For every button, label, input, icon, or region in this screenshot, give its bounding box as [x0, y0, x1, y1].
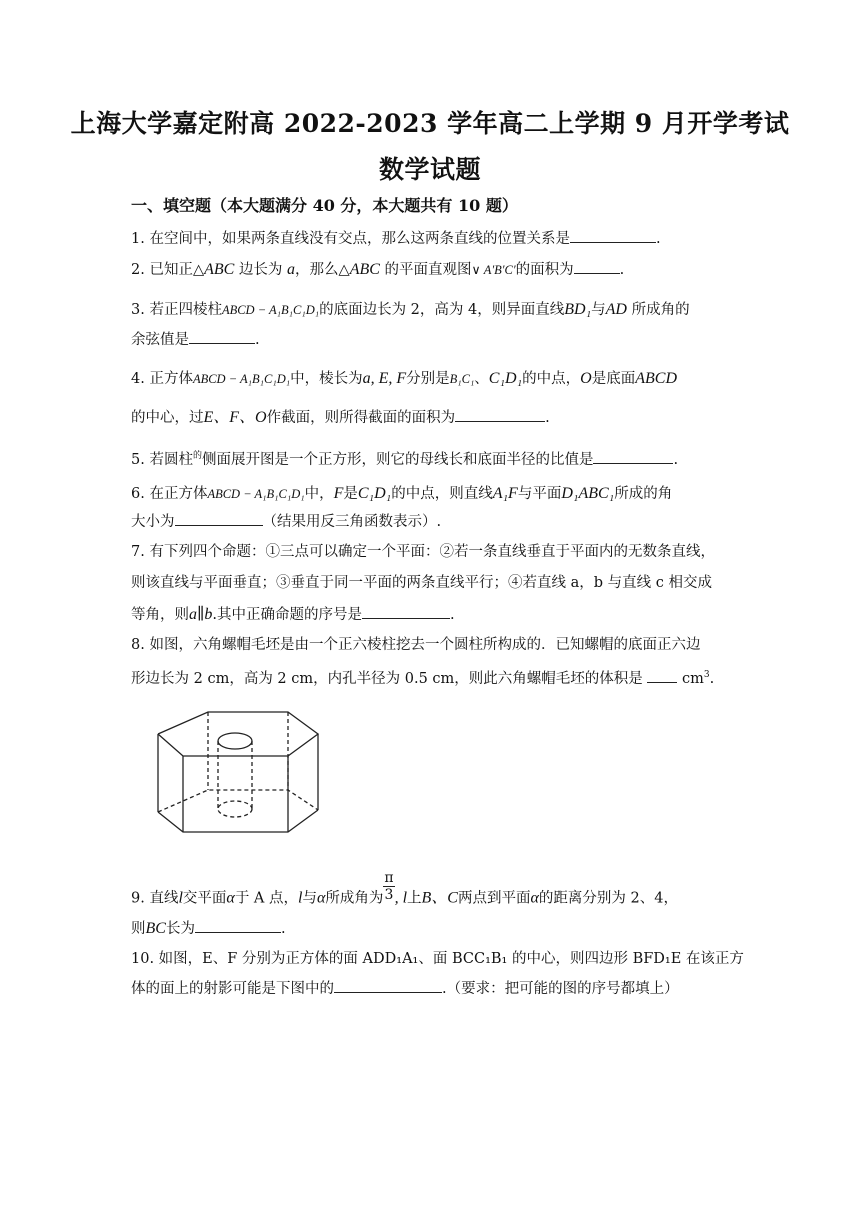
math-alpha: α: [316, 889, 326, 907]
math-efo: E、F、O: [203, 409, 267, 426]
hex-bottom-visible: [158, 810, 318, 832]
q-end: .: [255, 332, 260, 348]
math-l: , l: [394, 889, 408, 907]
math-c1d1: C₁D₁: [357, 485, 392, 502]
q-text: 如图，六角螺帽毛坯是由一个正六棱柱挖去一个圆柱所构成的．已知螺帽的底面正六边: [149, 637, 701, 653]
question-6: [131, 479, 731, 509]
cylinder-hidden: [218, 741, 252, 817]
q-text: 等角，则: [131, 607, 189, 623]
question-4: [131, 364, 731, 394]
hex-hidden-edges: [158, 712, 318, 812]
q-number: 8.: [131, 637, 145, 653]
question-7-line2: [131, 568, 731, 598]
q-text: 与: [302, 890, 317, 907]
q-text: 若圆柱: [149, 451, 193, 468]
q-unit: cm: [682, 670, 704, 687]
question-8: [131, 630, 731, 660]
q-text: 直线: [149, 890, 179, 907]
math-prism: ABCD − A₁B₁C₁D₁: [221, 303, 320, 317]
math-triangle-prime: ∨ A′B′C′: [471, 263, 516, 277]
q-text: .其中正确命题的序号是: [212, 607, 362, 623]
q-text: 已知正△: [149, 262, 205, 278]
q-end: .: [545, 410, 550, 426]
q-text: 分别是: [406, 371, 450, 387]
q-number: 4.: [131, 371, 145, 387]
question-7: [131, 537, 731, 567]
q-end: .: [450, 607, 455, 623]
question-3: [131, 295, 731, 325]
math-l: l: [178, 889, 183, 907]
q-number: 10.: [131, 951, 155, 967]
q-text: 大小为: [131, 514, 175, 530]
q-text: 在正方体: [149, 486, 208, 502]
q-number: 9.: [131, 890, 145, 907]
q-end: .: [280, 921, 286, 937]
q-number: 3.: [131, 302, 145, 318]
q-text: .（要求：把可能的图的序号都填上）: [442, 981, 679, 997]
question-1: [131, 224, 731, 254]
q-end: .: [673, 451, 679, 468]
math-bc: BC: [145, 920, 166, 937]
answer-blank: [195, 916, 281, 933]
math-cube: ABCD − A₁B₁C₁D₁: [192, 372, 291, 386]
frac-numerator: π: [384, 870, 394, 886]
q-text: （结果用反三角函数表示）.: [262, 514, 442, 530]
q-text: 侧面展开图是一个正方形，则它的母线长和底面半径的比值是: [201, 451, 594, 468]
q-text: 所成的角: [614, 486, 673, 502]
math-b1c1: B₁C₁: [449, 372, 475, 386]
math-fraction: [383, 870, 394, 903]
question-5: [131, 441, 731, 475]
q-text: 与平面: [517, 486, 562, 502]
q-text: 的面积为: [515, 262, 574, 278]
q-text: 与: [591, 302, 606, 318]
q-text: 有下列四个命题：①三点可以确定一个平面：②若一条直线垂直于平面内的无数条直线，: [149, 544, 715, 560]
q-text: 的: [192, 451, 202, 461]
math-alpha: α: [226, 889, 235, 907]
math-alpha: α: [530, 889, 539, 907]
q-end: .: [655, 231, 661, 247]
q-text: 于 A 点，: [234, 890, 299, 907]
question-6-line2: [131, 507, 731, 537]
q-text: 的中点，: [522, 371, 581, 387]
title-line1: 上海大学嘉定附高 2022-2023 学年高二上学期 9 月开学考试: [70, 109, 790, 138]
math-cube: ABCD − A₁B₁C₁D₁: [207, 487, 305, 501]
answer-blank: [647, 666, 677, 683]
question-3-line2: [131, 325, 731, 355]
q-text: 如图，E、F 分别为正方体的面 ADD₁A₁、面 BCC₁B₁ 的中心，则四边形 BFD₁E 在该正方: [158, 951, 744, 967]
q-end: .: [619, 262, 625, 278]
q-number: 7.: [131, 544, 145, 560]
math-f: F: [333, 485, 344, 502]
math-abcd: ABCD: [635, 370, 677, 387]
q-text: 交平面: [182, 890, 227, 907]
q-text: 的距离分别为 2、4，: [538, 890, 678, 907]
answer-blank: [593, 447, 673, 464]
q-text: 所成角的: [626, 302, 690, 318]
q-text: 的底面边长为 2，高为 4，则异面直线: [319, 302, 565, 318]
q-text: 体的面上的射影可能是下图中的: [131, 981, 334, 997]
q-text: 长为: [165, 921, 195, 937]
math-o: O: [580, 370, 592, 387]
q-text: 正方体: [149, 371, 193, 387]
answer-blank: [455, 405, 545, 422]
q-text: 形边长为 2 cm，高为 2 cm，内孔半径为 0.5 cm，则此六角螺帽毛坯的体积是: [131, 670, 643, 687]
q-text: 中，: [304, 486, 334, 502]
math-parallel: a∥b: [189, 606, 213, 623]
q-number: 5.: [131, 451, 145, 468]
q-text: 所成角为: [325, 890, 384, 907]
math-ad: AD: [605, 301, 627, 318]
q-text: 上: [407, 890, 422, 907]
q-text: ，那么△: [295, 262, 350, 278]
answer-blank: [189, 327, 255, 344]
question-10: [131, 944, 744, 974]
q-number: 1.: [131, 231, 145, 247]
math-abc: ABC: [204, 261, 235, 278]
math-a: a: [287, 261, 296, 278]
question-9: [131, 870, 731, 915]
math-vars: a, E, F: [362, 370, 407, 387]
title-line2: 数学试题: [378, 155, 481, 184]
question-7-line3: [131, 600, 731, 630]
q-number: 2.: [131, 262, 145, 278]
q-unit-sup: 3: [703, 670, 710, 680]
q-text: 的中心，过: [131, 410, 204, 426]
q-text: 在空间中，如果两条直线没有交点，那么这两条直线的位置关系是: [149, 231, 570, 247]
q-text: 则: [131, 921, 146, 937]
frac-denominator: 3: [384, 887, 394, 903]
math-a1f: A₁F: [492, 485, 518, 502]
question-4-line2: [131, 403, 731, 433]
question-8-line2: [131, 660, 731, 694]
answer-blank: [362, 602, 450, 619]
q-number: 6.: [131, 486, 145, 502]
math-l: l: [298, 889, 303, 907]
q-text: 两点到平面: [457, 890, 531, 907]
question-9-line2: [131, 914, 731, 944]
q-text: 是: [343, 486, 358, 502]
q-text: 则该直线与平面垂直；③垂直于同一平面的两条直线平行；④若直线 a，b 与直线 c 相交成: [131, 575, 712, 591]
hex-nut-figure: [153, 704, 333, 844]
q-text: 中，棱长为: [290, 371, 363, 387]
math-c1d1: C₁D₁: [488, 370, 523, 387]
q-text: 是底面: [591, 371, 636, 387]
answer-blank: [570, 226, 656, 243]
q-end: .: [709, 670, 715, 687]
q-text: 作截面，则所得截面的面积为: [266, 410, 456, 426]
math-bc: B、C: [421, 889, 458, 907]
math-plane: D₁ABC₁: [561, 485, 615, 502]
section-heading: 一、填空题（本大题满分 40 分，本大题共有 10 题）: [131, 196, 518, 215]
answer-blank: [334, 976, 442, 993]
q-text: 余弦值是: [131, 332, 189, 348]
cylinder-top: [218, 733, 252, 749]
answer-blank: [175, 509, 263, 526]
q-text: 若正四棱柱: [149, 302, 222, 318]
question-10-line2: [131, 974, 731, 1004]
q-text: 、: [474, 371, 489, 387]
math-abc: ABC: [349, 261, 380, 278]
question-2: [131, 255, 731, 285]
q-text: 的中点，则直线: [391, 486, 493, 502]
math-bd1: BD₁: [564, 301, 592, 318]
answer-blank: [574, 257, 620, 274]
q-text: 边长为: [234, 262, 288, 278]
q-text: 的平面直观图: [379, 262, 472, 278]
